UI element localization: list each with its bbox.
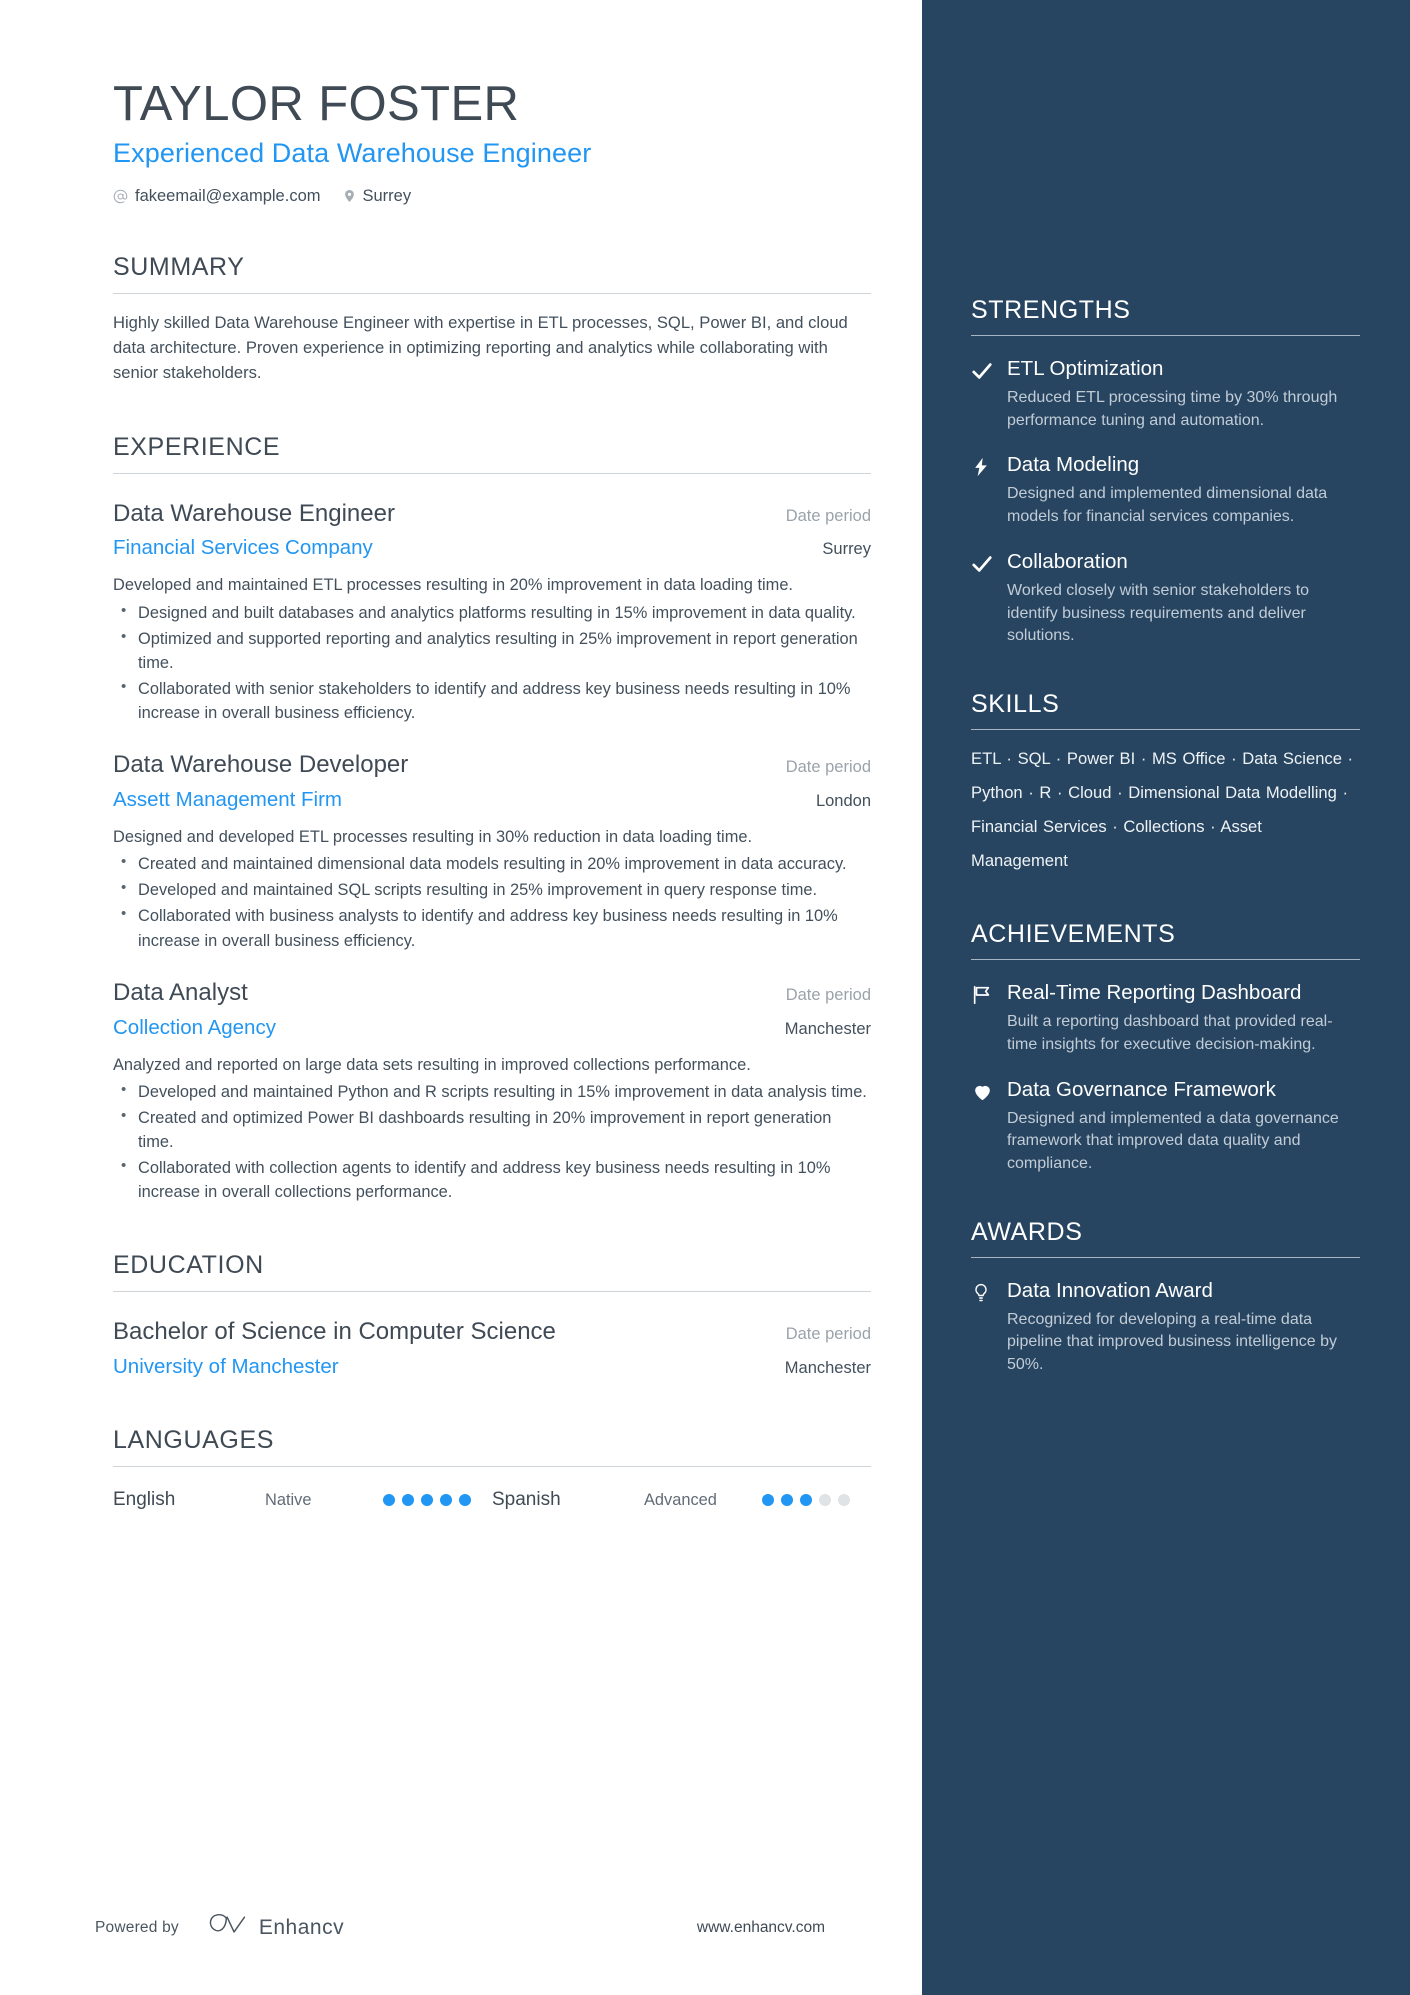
school-name[interactable]: University of Manchester xyxy=(113,1355,339,1379)
experience-entry xyxy=(113,979,871,1205)
contact-location xyxy=(343,187,412,206)
lightbulb-icon xyxy=(971,1278,1007,1377)
achievement-title: Real-Time Reporting Dashboard xyxy=(1007,981,1302,1005)
job-bullet: • Optimized and supported reporting and analytics resulting in 25% improvement in report generation time. xyxy=(113,627,871,675)
rating-dot xyxy=(383,1494,395,1506)
divider xyxy=(971,959,1360,960)
divider xyxy=(971,335,1360,336)
job-date: Date period xyxy=(785,758,871,777)
strengths-title: STRENGTHS xyxy=(971,296,1131,324)
candidate-name: TAYLOR FOSTER xyxy=(113,77,520,131)
job-company[interactable]: Assett Management Firm xyxy=(113,787,342,811)
section-summary xyxy=(113,253,871,386)
email-text: fakeemail@example.com xyxy=(135,186,321,205)
strength-desc: Reduced ETL processing time by 30% through performance tuning and automation. xyxy=(1007,389,1338,429)
section-education xyxy=(113,1251,871,1379)
award-desc: Recognized for developing a real-time data pipeline that improved business intelligence by 50%. xyxy=(1007,1310,1337,1374)
contact-row xyxy=(113,187,871,206)
job-title: Data Warehouse Developer xyxy=(113,751,409,779)
degree-title: Bachelor of Science in Computer Science xyxy=(113,1318,556,1346)
job-description: Developed and maintained ETL processes resulting in 20% improvement in data loading time. xyxy=(113,576,793,595)
job-bullets xyxy=(113,1080,871,1205)
experience-entry xyxy=(113,751,871,953)
job-bullet: • Collaborated with business analysts to identify and address key business needs resulting in 10% increase in overall business efficiency. xyxy=(113,904,871,952)
job-description: Designed and developed ETL processes resulting in 30% reduction in data loading time. xyxy=(113,827,753,846)
strength-item xyxy=(971,452,1360,528)
brand-name: Enhancv xyxy=(258,1915,345,1939)
strength-desc: Designed and implemented dimensional data models for financial services companies. xyxy=(1007,485,1328,526)
resume-header xyxy=(113,78,871,206)
language-rating xyxy=(383,1494,471,1506)
lightning-icon xyxy=(971,452,1007,528)
job-bullet: • Developed and maintained Python and R scripts resulting in 15% improvement in data analysis time. xyxy=(113,1080,871,1104)
job-location: Surrey xyxy=(822,540,871,559)
strength-title: Collaboration xyxy=(1007,549,1128,573)
job-bullets xyxy=(113,852,871,952)
achievement-item xyxy=(971,1077,1360,1176)
job-date: Date period xyxy=(785,506,871,525)
job-date: Date period xyxy=(785,985,871,1004)
summary-text: Highly skilled Data Warehouse Engineer with expertise in ETL processes, SQL, Power BI, and cloud data architecture. Proven experience in optimizing reporting and analytics while collaborating with senior stakeholders. xyxy=(113,312,848,383)
job-location: Manchester xyxy=(784,1019,871,1038)
rating-dot xyxy=(762,1494,774,1506)
section-skills xyxy=(971,690,1360,878)
powered-by-label: Powered by xyxy=(95,1918,179,1936)
section-achievements xyxy=(971,920,1360,1176)
strength-item xyxy=(971,549,1360,648)
school-location: Manchester xyxy=(784,1359,871,1378)
education-title: EDUCATION xyxy=(113,1251,264,1280)
summary-title: SUMMARY xyxy=(113,252,245,281)
award-item xyxy=(971,1278,1360,1377)
experience-title: EXPERIENCE xyxy=(113,432,281,461)
page-footer xyxy=(95,1912,825,1943)
job-bullet: • Developed and maintained SQL scripts resulting in 25% improvement in query response time. xyxy=(113,878,871,902)
strength-desc: Worked closely with senior stakeholders to identify business requirements and deliver solutions. xyxy=(1007,581,1310,645)
language-level: Native xyxy=(265,1490,312,1509)
at-icon xyxy=(113,189,128,204)
divider xyxy=(971,729,1360,730)
section-strengths xyxy=(971,296,1360,648)
job-bullets xyxy=(113,601,871,726)
education-entry xyxy=(113,1318,871,1379)
location-pin-icon xyxy=(343,188,356,204)
experience-entry xyxy=(113,500,871,726)
strength-title: Data Modeling xyxy=(1007,453,1140,477)
divider xyxy=(113,293,871,294)
divider xyxy=(971,1257,1360,1258)
candidate-headline: Experienced Data Warehouse Engineer xyxy=(113,137,592,168)
awards-title: AWARDS xyxy=(971,1217,1083,1246)
job-title: Data Warehouse Engineer xyxy=(113,499,395,527)
language-rating xyxy=(762,1494,850,1506)
location-text: Surrey xyxy=(362,186,412,205)
rating-dot xyxy=(800,1494,812,1506)
award-title: Data Innovation Award xyxy=(1007,1278,1213,1302)
enhancv-logo-icon xyxy=(207,1912,249,1943)
job-bullet: • Collaborated with collection agents to identify and address key business needs resulting in 10% increase in overall collections performance. xyxy=(113,1156,871,1204)
section-awards xyxy=(971,1218,1360,1377)
skills-list: ETL · SQL · Power BI · MS Office · Data Science · Python · R · Cloud · Dimensional Data Modelling · Financial Services · Collections · Asset Management xyxy=(971,749,1354,871)
rating-dot xyxy=(459,1494,471,1506)
achievement-desc: Built a reporting dashboard that provided real-time insights for executive decision-making. xyxy=(1007,1013,1333,1053)
website-url[interactable]: www.enhancv.com xyxy=(696,1918,825,1936)
achievement-item xyxy=(971,980,1360,1056)
language-level: Advanced xyxy=(644,1490,717,1509)
sidebar xyxy=(922,0,1410,1995)
rating-dot xyxy=(819,1494,831,1506)
check-icon xyxy=(971,356,1007,432)
languages-list xyxy=(113,1489,871,1511)
education-date: Date period xyxy=(785,1325,871,1344)
achievements-title: ACHIEVEMENTS xyxy=(971,920,1176,949)
job-bullet: • Created and maintained dimensional data models resulting in 20% improvement in data accuracy. xyxy=(113,852,871,876)
section-experience xyxy=(113,433,871,1205)
check-icon xyxy=(971,549,1007,648)
languages-title: LANGUAGES xyxy=(113,1426,275,1455)
skills-title: SKILLS xyxy=(971,690,1060,719)
rating-dot xyxy=(421,1494,433,1506)
rating-dot xyxy=(402,1494,414,1506)
brand-logo xyxy=(207,1912,344,1943)
strength-item xyxy=(971,356,1360,432)
rating-dot xyxy=(440,1494,452,1506)
job-company[interactable]: Collection Agency xyxy=(113,1015,276,1039)
divider xyxy=(113,1466,871,1467)
language-name: Spanish xyxy=(492,1489,561,1511)
heart-icon xyxy=(971,1077,1007,1176)
job-bullet: • Created and optimized Power BI dashboards resulting in 20% improvement in report generation time. xyxy=(113,1106,871,1154)
flag-icon xyxy=(971,980,1007,1056)
language-item xyxy=(113,1489,492,1511)
section-languages xyxy=(113,1426,871,1511)
job-company[interactable]: Financial Services Company xyxy=(113,536,373,560)
contact-email[interactable] xyxy=(113,187,321,206)
language-name: English xyxy=(113,1489,176,1511)
divider xyxy=(113,473,871,474)
job-description: Analyzed and reported on large data sets resulting in improved collections performance. xyxy=(113,1055,751,1074)
job-bullet: • Collaborated with senior stakeholders to identify and address key business needs resulting in 10% increase in overall business efficiency. xyxy=(113,677,871,725)
achievement-desc: Designed and implemented a data governance framework that improved data quality and compliance. xyxy=(1007,1109,1339,1172)
language-item xyxy=(492,1489,871,1511)
divider xyxy=(113,1291,871,1292)
rating-dot xyxy=(781,1494,793,1506)
job-title: Data Analyst xyxy=(113,978,248,1006)
job-bullet: • Designed and built databases and analytics platforms resulting in 15% improvement in data quality. xyxy=(113,601,871,625)
strength-title: ETL Optimization xyxy=(1007,357,1164,380)
job-location: London xyxy=(815,791,871,810)
achievement-title: Data Governance Framework xyxy=(1007,1077,1276,1101)
rating-dot xyxy=(838,1494,850,1506)
